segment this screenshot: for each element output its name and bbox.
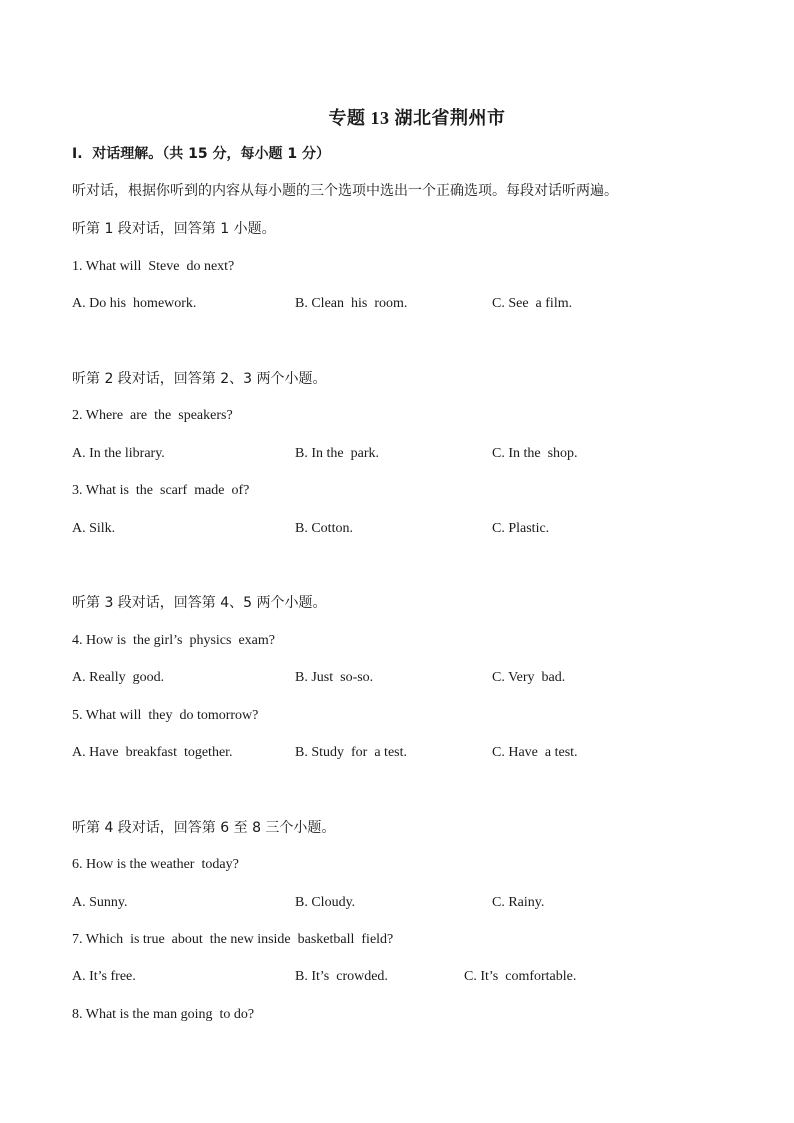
question-5: 5. What will they do tomorrow?	[72, 708, 259, 723]
question-4-option-b: B. Just so-so.	[295, 670, 374, 685]
section-instruction: 听对话，根据你听到的内容从每小题的三个选项中选出一个正确选项。每段对话听两遍。	[72, 183, 618, 199]
section-heading: I. 对话理解。（共 15 分，每小题 1 分）	[72, 146, 330, 162]
question-3-option-c: C. Plastic.	[492, 521, 550, 536]
question-3-option-a: A. Silk.	[72, 521, 116, 536]
question-1: 1. What will Steve do next?	[72, 259, 235, 274]
question-6-option-a: A. Sunny.	[72, 895, 128, 910]
question-2-option-b: B. In the park.	[295, 446, 379, 461]
question-2: 2. Where are the speakers?	[72, 408, 233, 423]
question-3-option-b: B. Cotton.	[295, 521, 353, 536]
question-7-option-b: B. It’s crowded.	[295, 969, 388, 984]
question-6: 6. How is the weather today?	[72, 857, 239, 872]
question-5-option-a: A. Have breakfast together.	[72, 745, 233, 760]
question-5-option-b: B. Study for a test.	[295, 745, 407, 760]
question-3: 3. What is the scarf made of?	[72, 483, 250, 498]
question-2-option-a: A. In the library.	[72, 446, 165, 461]
question-4: 4. How is the girl’s physics exam?	[72, 633, 275, 648]
dialogue-prompt-3: 听第 3 段对话，回答第 4、5 两个小题。	[72, 595, 327, 611]
question-4-option-a: A. Really good.	[72, 670, 165, 685]
dialogue-prompt-1: 听第 1 段对话，回答第 1 小题。	[72, 221, 276, 237]
question-6-option-b: B. Cloudy.	[295, 895, 356, 910]
question-7-option-a: A. It’s free.	[72, 969, 136, 984]
page-title: 专题 13 湖北省荆州市	[328, 108, 506, 128]
question-7-option-c: C. It’s comfortable.	[464, 969, 577, 984]
question-7: 7. Which is true about the new inside basketball field?	[72, 932, 394, 947]
question-2-option-c: C. In the shop.	[492, 446, 578, 461]
question-5-option-c: C. Have a test.	[492, 745, 578, 760]
question-6-option-c: C. Rainy.	[492, 895, 545, 910]
question-8: 8. What is the man going to do?	[72, 1007, 255, 1022]
question-1-option-c: C. See a film.	[492, 296, 573, 311]
question-1-option-b: B. Clean his room.	[295, 296, 408, 311]
question-4-option-c: C. Very bad.	[492, 670, 566, 685]
question-1-option-a: A. Do his homework.	[72, 296, 197, 311]
dialogue-prompt-4: 听第 4 段对话，回答第 6 至 8 三个小题。	[72, 820, 336, 836]
dialogue-prompt-2: 听第 2 段对话，回答第 2、3 两个小题。	[72, 371, 327, 387]
